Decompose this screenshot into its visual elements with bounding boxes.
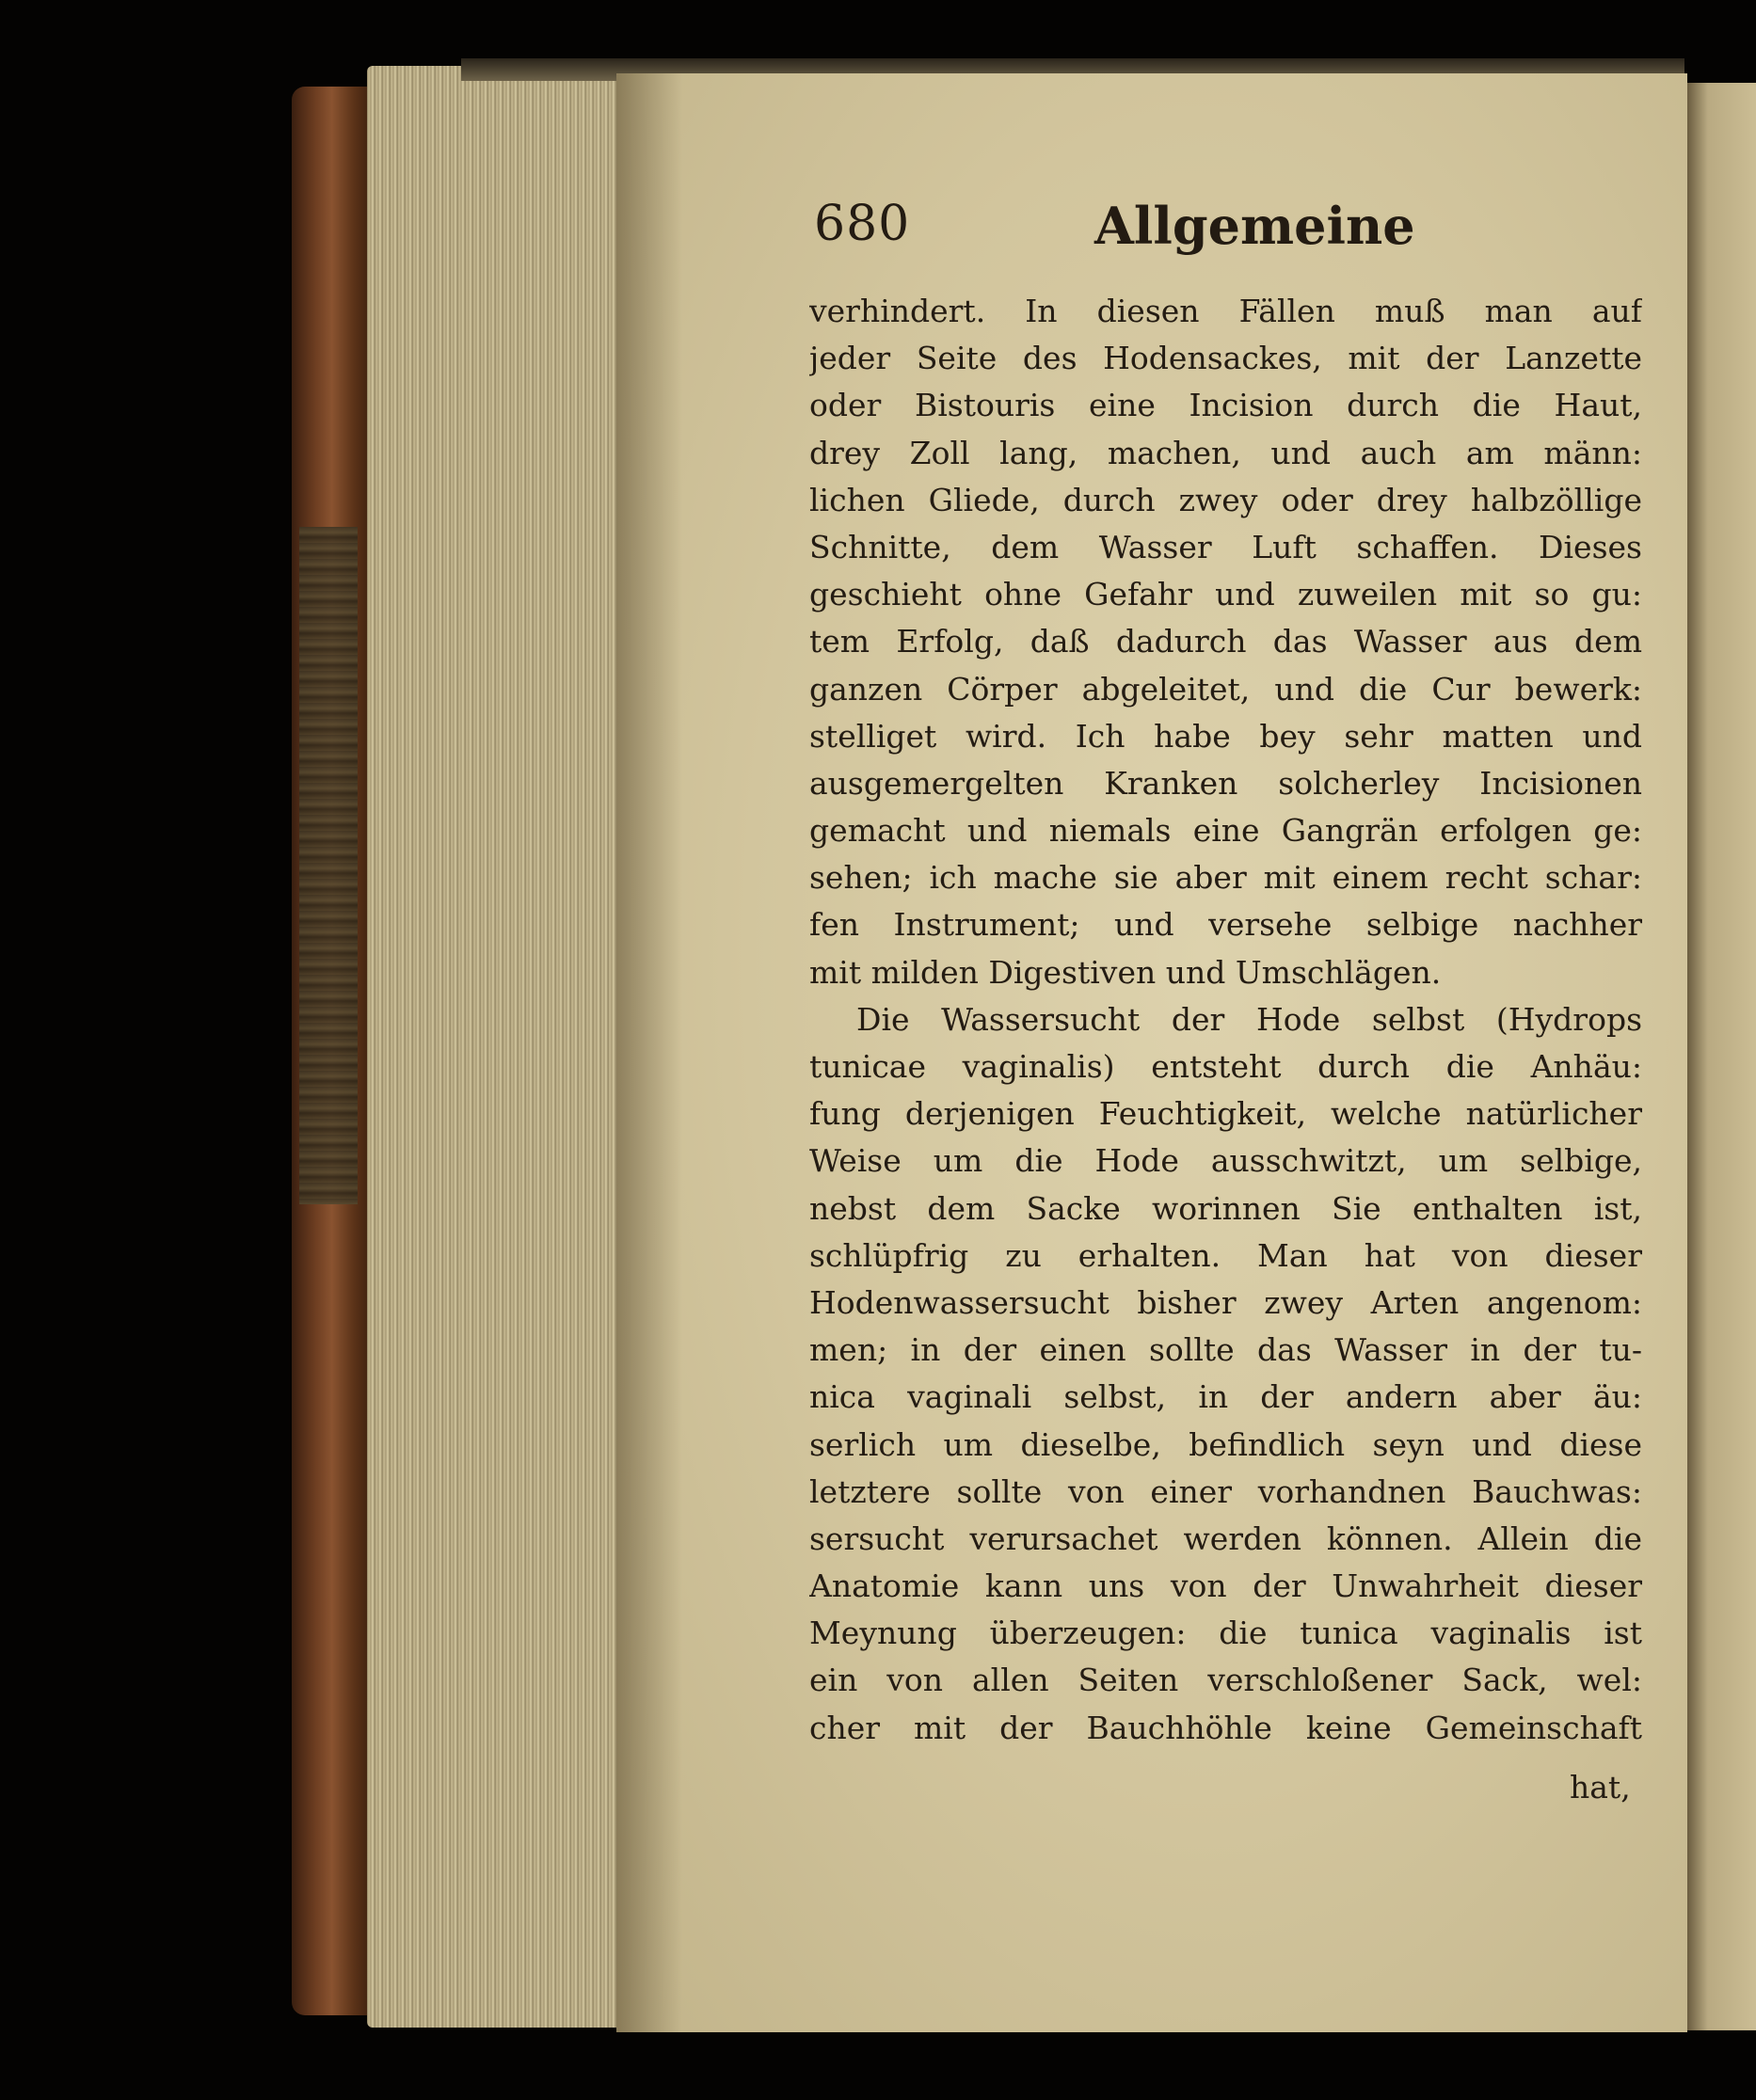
page-header (814, 196, 1661, 262)
text-line: Die Wassersucht der Hode selbst (Hydrops (856, 1000, 1642, 1038)
text-line: ein von allen Seiten verschloßener Sack, wel: (809, 1662, 1642, 1699)
text-line: oder Bistouris eine Incision durch die Haut, (809, 387, 1642, 424)
text-line: stelliget wird. Ich habe bey sehr matten und (809, 717, 1642, 755)
text-line: Anatomie kann uns von der Unwahrheit dieser (809, 1567, 1642, 1605)
catchword: hat, (1570, 1769, 1631, 1806)
page-number: 680 (814, 196, 911, 252)
text-line: ausgemergelten Kranken solcherley Incisionen (809, 764, 1642, 802)
text-line: sersucht verursachet werden können. Allein die (809, 1519, 1642, 1557)
text-line: letztere sollte von einer vorhandnen Bauchwas: (809, 1472, 1642, 1510)
text-line: verhindert. In diesen Fällen muß man auf (809, 293, 1642, 329)
text-line: cher mit der Bauchhöhle keine Gemeinschaft (809, 1709, 1642, 1746)
text-line: Weise um die Hode ausschwitzt, um selbige, (809, 1142, 1642, 1180)
text-line: sehen; ich mache sie aber mit einem recht schar: (809, 859, 1642, 897)
text-line: Schnitte, dem Wasser Luft schaffen. Dieses (809, 528, 1642, 565)
page-gutter-shadow (616, 73, 682, 2032)
text-line: jeder Seite des Hodensackes, mit der Lanzette (809, 340, 1642, 377)
text-line: geschieht ohne Gefahr und zuweilen mit so gu: (809, 576, 1642, 613)
text-line: nica vaginali selbst, in der andern aber äu: (809, 1378, 1642, 1416)
page-edges (367, 66, 626, 2028)
text-line: ganzen Cörper abgeleitet, und die Cur bewerk: (809, 670, 1642, 708)
text-line: mit milden Digestiven und Umschlägen. (809, 953, 1442, 991)
text-line: serlich um dieselbe, befindlich seyn und diese (809, 1425, 1642, 1463)
text-line: Meynung überzeugen: die tunica vaginalis ist (809, 1615, 1642, 1652)
text-line: fung derjenigen Feuchtigkeit, welche natürlicher (809, 1095, 1642, 1133)
running-head: Allgemeine (1094, 196, 1415, 256)
text-line: tem Erfolg, daß dadurch das Wasser aus dem (809, 623, 1642, 660)
text-line: drey Zoll lang, machen, und auch am männ: (809, 434, 1642, 471)
text-line: gemacht und niemals eine Gangrän erfolgen ge: (809, 812, 1642, 850)
facing-page-edge (1687, 83, 1756, 2030)
text-line: lichen Gliede, durch zwey oder drey halbzöllige (809, 481, 1642, 518)
text-line: fen Instrument; und versehe selbige nachher (809, 906, 1642, 944)
text-line: Hodenwassersucht bisher zwey Arten angenom: (809, 1283, 1642, 1321)
body-text (809, 288, 1642, 1752)
text-line: men; in der einen sollte das Wasser in der tu- (809, 1331, 1642, 1369)
spine-cover-patch (299, 527, 358, 1204)
text-line: tunicae vaginalis) entsteht durch die Anhäu: (809, 1048, 1642, 1085)
text-line: nebst dem Sacke worinnen Sie enthalten ist, (809, 1189, 1642, 1227)
text-line: schlüpfrig zu erhalten. Man hat von dieser (809, 1236, 1642, 1274)
